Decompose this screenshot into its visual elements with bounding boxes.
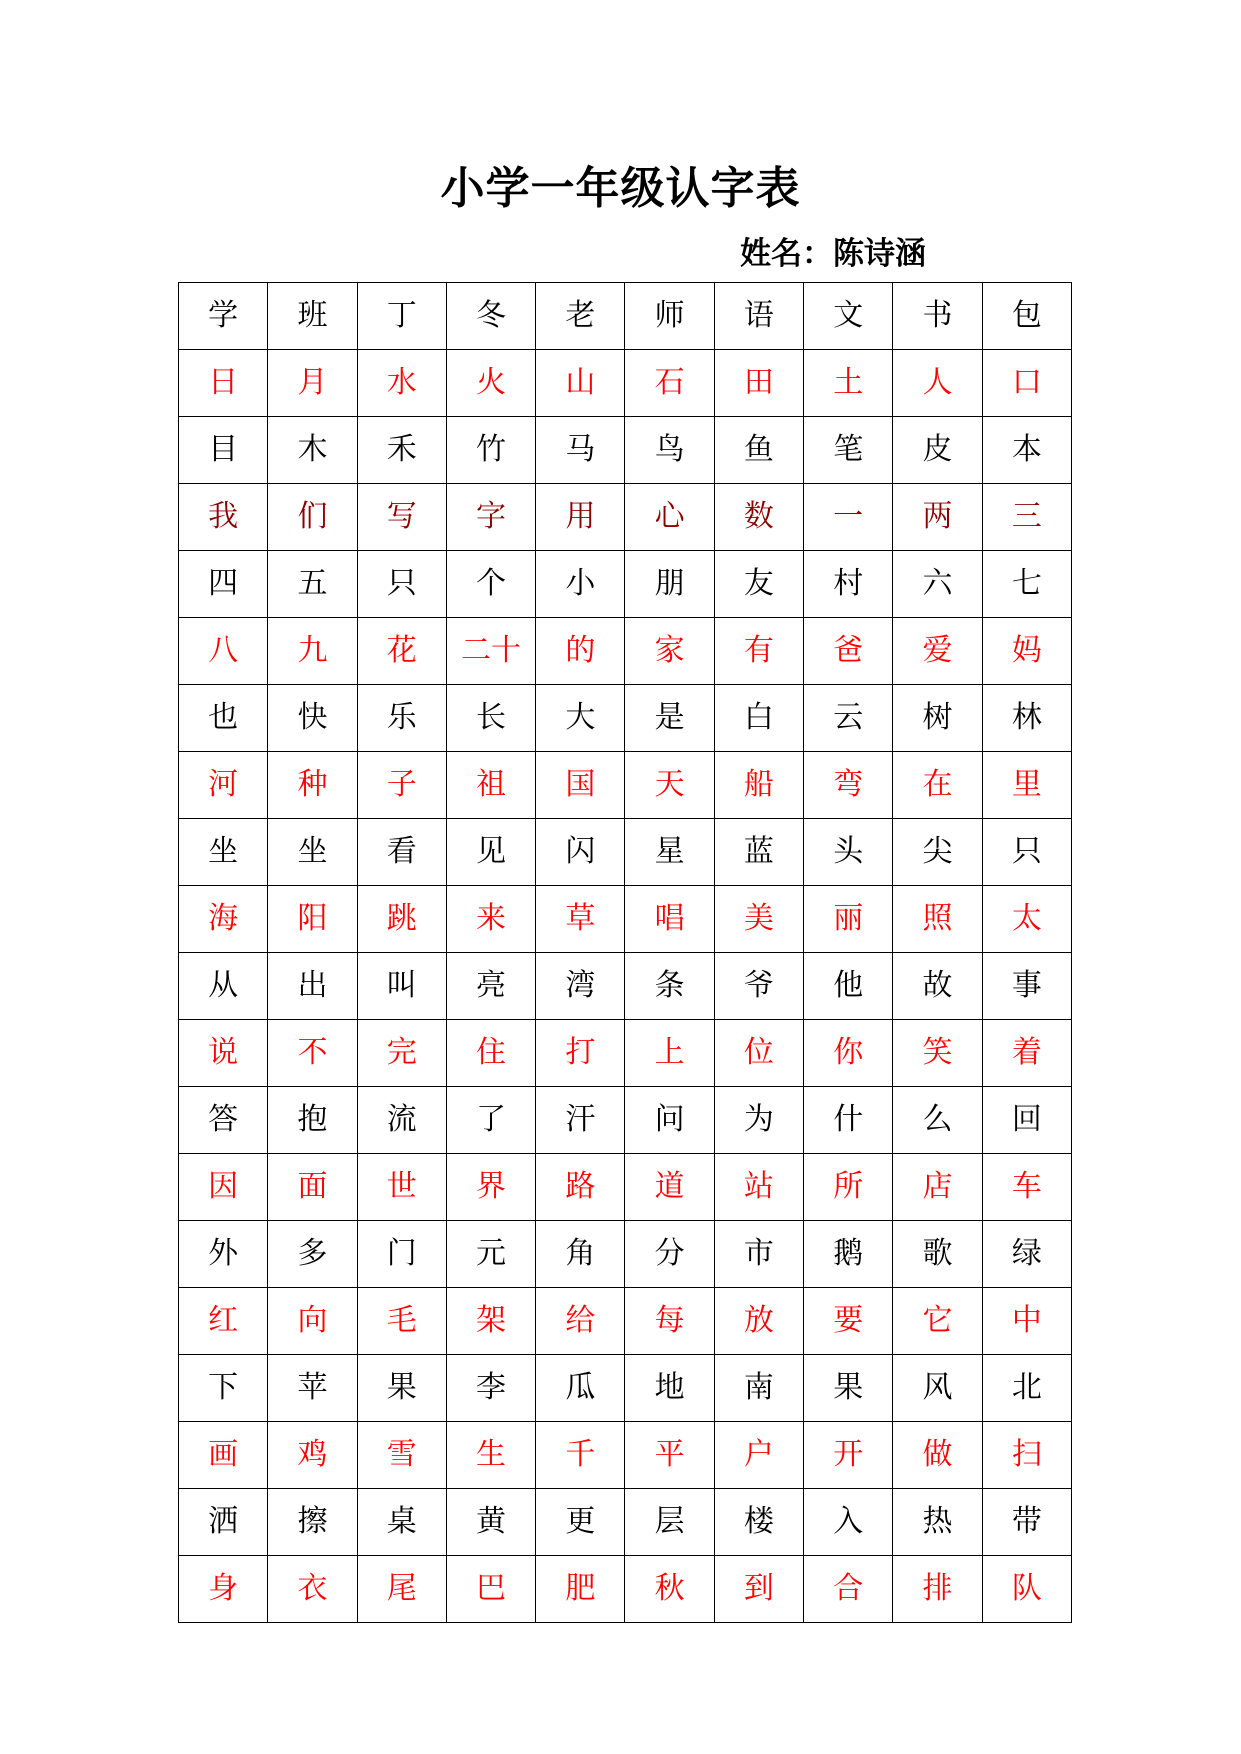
character-cell: 弯: [804, 752, 893, 819]
character-cell: 条: [625, 953, 714, 1020]
character-cell: 汗: [536, 1087, 625, 1154]
character-cell: 了: [446, 1087, 535, 1154]
table-row: [179, 618, 1072, 685]
character-cell: 坐: [268, 819, 357, 886]
character-cell: 鱼: [714, 417, 803, 484]
character-cell: 皮: [893, 417, 982, 484]
character-cell: 数: [714, 484, 803, 551]
character-cell: 它: [893, 1288, 982, 1355]
character-cell: 的: [536, 618, 625, 685]
character-cell: 林: [982, 685, 1071, 752]
character-cell: 地: [625, 1355, 714, 1422]
character-cell: 问: [625, 1087, 714, 1154]
character-cell: 要: [804, 1288, 893, 1355]
character-cell: 禾: [357, 417, 446, 484]
character-cell: 美: [714, 886, 803, 953]
character-cell: 是: [625, 685, 714, 752]
character-cell: 笔: [804, 417, 893, 484]
character-cell: 尾: [357, 1556, 446, 1623]
table-row: [179, 484, 1072, 551]
character-cell: 故: [893, 953, 982, 1020]
character-cell: 来: [446, 886, 535, 953]
table-row: [179, 551, 1072, 618]
character-cell: 鸡: [268, 1422, 357, 1489]
character-cell: 千: [536, 1422, 625, 1489]
character-cell: 为: [714, 1087, 803, 1154]
character-cell: 口: [982, 350, 1071, 417]
character-cell: 说: [179, 1020, 268, 1087]
character-cell: 元: [446, 1221, 535, 1288]
character-cell: 路: [536, 1154, 625, 1221]
page-title: 小学一年级认字表: [440, 163, 801, 214]
character-cell: 分: [625, 1221, 714, 1288]
character-cell: 树: [893, 685, 982, 752]
character-cell: 爸: [804, 618, 893, 685]
character-cell: 着: [982, 1020, 1071, 1087]
character-cell: 苹: [268, 1355, 357, 1422]
character-cell: 蓝: [714, 819, 803, 886]
character-cell: 更: [536, 1489, 625, 1556]
character-cell: 海: [179, 886, 268, 953]
character-cell: 雪: [357, 1422, 446, 1489]
character-cell: 合: [804, 1556, 893, 1623]
character-cell: 身: [179, 1556, 268, 1623]
table-row: [179, 417, 1072, 484]
character-cell: 只: [982, 819, 1071, 886]
character-cell: 层: [625, 1489, 714, 1556]
character-cell: 阳: [268, 886, 357, 953]
character-cell: 擦: [268, 1489, 357, 1556]
character-cell: 面: [268, 1154, 357, 1221]
character-cell: 土: [804, 350, 893, 417]
character-cell: 语: [714, 283, 803, 350]
character-cell: 因: [179, 1154, 268, 1221]
table-row: [179, 886, 1072, 953]
character-cell: 头: [804, 819, 893, 886]
character-cell: 向: [268, 1288, 357, 1355]
table-row: [179, 1489, 1072, 1556]
character-cell: 水: [357, 350, 446, 417]
table-row: [179, 1020, 1072, 1087]
character-cell: 出: [268, 953, 357, 1020]
character-cell: 字: [446, 484, 535, 551]
character-cell: 衣: [268, 1556, 357, 1623]
character-cell: 大: [536, 685, 625, 752]
character-cell: 什: [804, 1087, 893, 1154]
character-cell: 笑: [893, 1020, 982, 1087]
character-cell: 车: [982, 1154, 1071, 1221]
character-cell: 花: [357, 618, 446, 685]
character-cell: 瓜: [536, 1355, 625, 1422]
character-cell: 开: [804, 1422, 893, 1489]
character-cell: 肥: [536, 1556, 625, 1623]
character-cell: 事: [982, 953, 1071, 1020]
table-row: [179, 1556, 1072, 1623]
character-cell: 八: [179, 618, 268, 685]
table-row: [179, 283, 1072, 350]
character-cell: 抱: [268, 1087, 357, 1154]
character-cell: 在: [893, 752, 982, 819]
character-cell: 妈: [982, 618, 1071, 685]
character-cell: 户: [714, 1422, 803, 1489]
character-cell: 入: [804, 1489, 893, 1556]
character-cell: 市: [714, 1221, 803, 1288]
character-cell: 乐: [357, 685, 446, 752]
character-cell: 所: [804, 1154, 893, 1221]
character-cell: 跳: [357, 886, 446, 953]
character-cell: 石: [625, 350, 714, 417]
table-row: [179, 1154, 1072, 1221]
character-cell: 村: [804, 551, 893, 618]
character-cell: 快: [268, 685, 357, 752]
character-cell: 一: [804, 484, 893, 551]
table-row: [179, 1355, 1072, 1422]
character-cell: 上: [625, 1020, 714, 1087]
character-cell: 冬: [446, 283, 535, 350]
character-cell: 家: [625, 618, 714, 685]
character-cell: 子: [357, 752, 446, 819]
character-cell: 本: [982, 417, 1071, 484]
character-table-body: [179, 283, 1072, 1623]
character-cell: 鹅: [804, 1221, 893, 1288]
character-cell: 班: [268, 283, 357, 350]
character-cell: 星: [625, 819, 714, 886]
character-cell: 五: [268, 551, 357, 618]
table-row: [179, 1422, 1072, 1489]
character-cell: 他: [804, 953, 893, 1020]
character-cell: 朋: [625, 551, 714, 618]
character-cell: 包: [982, 283, 1071, 350]
character-cell: 国: [536, 752, 625, 819]
character-cell: 河: [179, 752, 268, 819]
character-cell: 田: [714, 350, 803, 417]
character-cell: 站: [714, 1154, 803, 1221]
character-cell: 黄: [446, 1489, 535, 1556]
table-row: [179, 1087, 1072, 1154]
character-cell: 老: [536, 283, 625, 350]
character-cell: 看: [357, 819, 446, 886]
character-cell: 果: [357, 1355, 446, 1422]
character-cell: 尖: [893, 819, 982, 886]
character-cell: 洒: [179, 1489, 268, 1556]
character-cell: 心: [625, 484, 714, 551]
character-cell: 书: [893, 283, 982, 350]
character-cell: 天: [625, 752, 714, 819]
character-cell: 亮: [446, 953, 535, 1020]
table-row: [179, 819, 1072, 886]
character-cell: 我: [179, 484, 268, 551]
character-cell: 流: [357, 1087, 446, 1154]
character-cell: 唱: [625, 886, 714, 953]
character-cell: 长: [446, 685, 535, 752]
character-cell: 见: [446, 819, 535, 886]
character-cell: 桌: [357, 1489, 446, 1556]
character-cell: 小: [536, 551, 625, 618]
character-cell: 完: [357, 1020, 446, 1087]
character-cell: 角: [536, 1221, 625, 1288]
character-cell: 北: [982, 1355, 1071, 1422]
table-row: [179, 1288, 1072, 1355]
character-cell: 叫: [357, 953, 446, 1020]
character-cell: 答: [179, 1087, 268, 1154]
character-cell: 到: [714, 1556, 803, 1623]
character-cell: 毛: [357, 1288, 446, 1355]
character-cell: 三: [982, 484, 1071, 551]
character-cell: 白: [714, 685, 803, 752]
character-cell: 九: [268, 618, 357, 685]
character-cell: 学: [179, 283, 268, 350]
character-cell: 竹: [446, 417, 535, 484]
character-cell: 有: [714, 618, 803, 685]
character-cell: 画: [179, 1422, 268, 1489]
character-cell: 热: [893, 1489, 982, 1556]
character-cell: 写: [357, 484, 446, 551]
table-row: [179, 752, 1072, 819]
character-cell: 红: [179, 1288, 268, 1355]
character-cell: 世: [357, 1154, 446, 1221]
character-cell: 店: [893, 1154, 982, 1221]
character-cell: 湾: [536, 953, 625, 1020]
character-cell: 目: [179, 417, 268, 484]
character-cell: 歌: [893, 1221, 982, 1288]
table-row: [179, 953, 1072, 1020]
character-cell: 界: [446, 1154, 535, 1221]
character-cell: 门: [357, 1221, 446, 1288]
table-row: [179, 685, 1072, 752]
character-cell: 友: [714, 551, 803, 618]
character-cell: 山: [536, 350, 625, 417]
character-cell: 月: [268, 350, 357, 417]
character-cell: 位: [714, 1020, 803, 1087]
character-cell: 火: [446, 350, 535, 417]
character-cell: 四: [179, 551, 268, 618]
character-cell: 回: [982, 1087, 1071, 1154]
character-cell: 队: [982, 1556, 1071, 1623]
character-cell: 不: [268, 1020, 357, 1087]
character-cell: 丽: [804, 886, 893, 953]
character-cell: 秋: [625, 1556, 714, 1623]
character-cell: 住: [446, 1020, 535, 1087]
character-cell: 么: [893, 1087, 982, 1154]
character-cell: 六: [893, 551, 982, 618]
character-cell: 也: [179, 685, 268, 752]
character-cell: 外: [179, 1221, 268, 1288]
character-cell: 南: [714, 1355, 803, 1422]
character-cell: 师: [625, 283, 714, 350]
character-cell: 丁: [357, 283, 446, 350]
character-cell: 排: [893, 1556, 982, 1623]
character-cell: 扫: [982, 1422, 1071, 1489]
character-cell: 平: [625, 1422, 714, 1489]
character-cell: 风: [893, 1355, 982, 1422]
character-cell: 生: [446, 1422, 535, 1489]
character-cell: 们: [268, 484, 357, 551]
character-cell: 爷: [714, 953, 803, 1020]
table-row: [179, 350, 1072, 417]
character-cell: 打: [536, 1020, 625, 1087]
character-cell: 每: [625, 1288, 714, 1355]
character-cell: 绿: [982, 1221, 1071, 1288]
character-cell: 鸟: [625, 417, 714, 484]
character-cell: 多: [268, 1221, 357, 1288]
character-cell: 楼: [714, 1489, 803, 1556]
character-cell: 架: [446, 1288, 535, 1355]
character-cell: 文: [804, 283, 893, 350]
character-cell: 里: [982, 752, 1071, 819]
character-cell: 用: [536, 484, 625, 551]
character-cell: 草: [536, 886, 625, 953]
character-cell: 巴: [446, 1556, 535, 1623]
character-cell: 李: [446, 1355, 535, 1422]
character-cell: 太: [982, 886, 1071, 953]
character-cell: 做: [893, 1422, 982, 1489]
character-cell: 两: [893, 484, 982, 551]
character-cell: 坐: [179, 819, 268, 886]
character-cell: 七: [982, 551, 1071, 618]
character-cell: 木: [268, 417, 357, 484]
character-cell: 个: [446, 551, 535, 618]
character-cell: 中: [982, 1288, 1071, 1355]
character-cell: 照: [893, 886, 982, 953]
character-cell: 给: [536, 1288, 625, 1355]
character-cell: 果: [804, 1355, 893, 1422]
character-cell: 祖: [446, 752, 535, 819]
table-row: [179, 1221, 1072, 1288]
character-cell: 爱: [893, 618, 982, 685]
character-cell: 二十: [446, 618, 535, 685]
character-table: [178, 282, 1072, 1623]
character-cell: 日: [179, 350, 268, 417]
character-cell: 云: [804, 685, 893, 752]
character-cell: 放: [714, 1288, 803, 1355]
character-cell: 马: [536, 417, 625, 484]
character-cell: 人: [893, 350, 982, 417]
character-cell: 闪: [536, 819, 625, 886]
character-cell: 种: [268, 752, 357, 819]
character-cell: 只: [357, 551, 446, 618]
character-cell: 从: [179, 953, 268, 1020]
character-cell: 你: [804, 1020, 893, 1087]
character-cell: 带: [982, 1489, 1071, 1556]
character-cell: 下: [179, 1355, 268, 1422]
character-cell: 船: [714, 752, 803, 819]
student-name: 姓名：陈诗涵: [740, 236, 926, 272]
character-cell: 道: [625, 1154, 714, 1221]
